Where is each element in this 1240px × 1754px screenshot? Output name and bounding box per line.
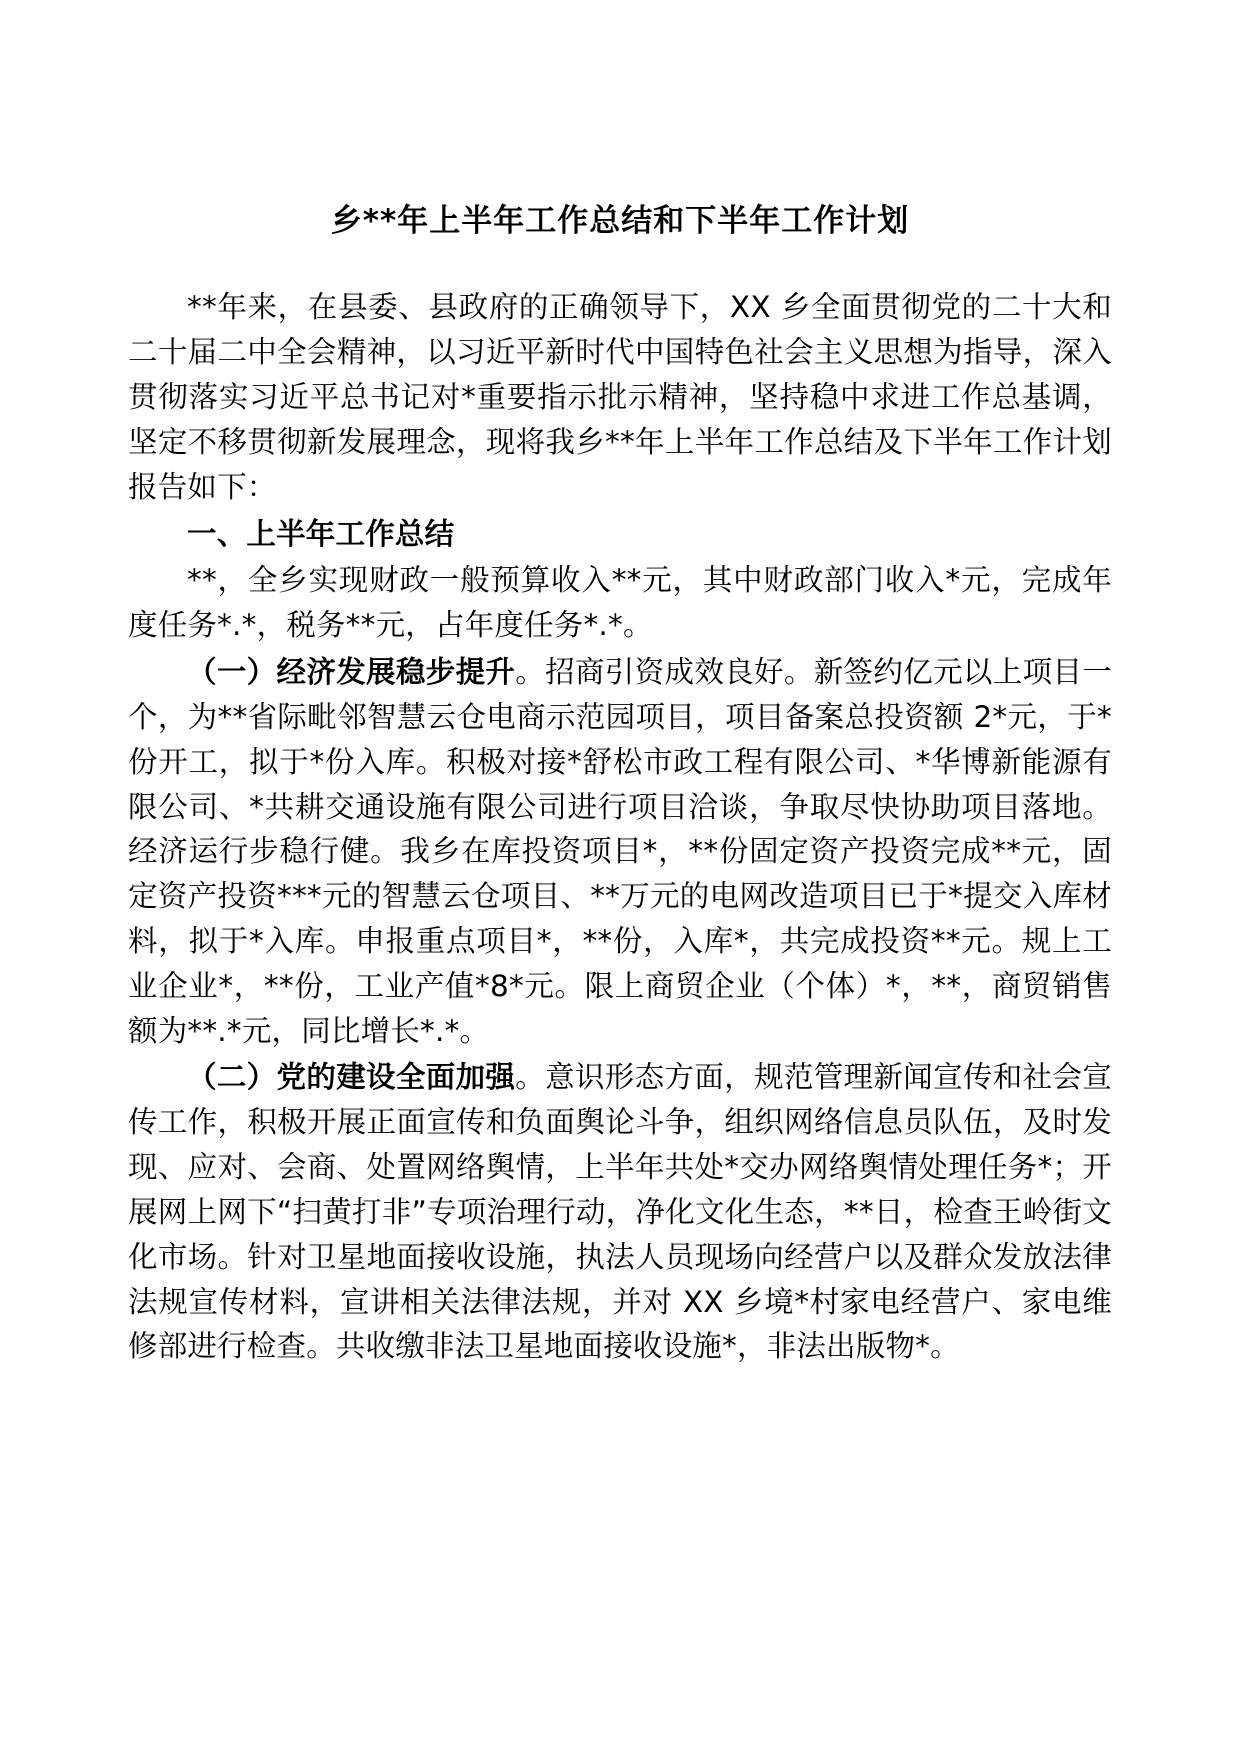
paragraph-intro: **年来，在县委、县政府的正确领导下，XX 乡全面贯彻党的二十大和二十届二中全会精神，以习近平新时代中国特色社会主义思想为指导，深入贯彻落实习近平总书记对*重要指示批示精神，坚持稳中求进工作总基调，坚定不移贯彻新发展理念，现将我乡**年上半年工作总结及下半年工作计划报告如下： xyxy=(128,290,1112,504)
paragraph-party-building-lead: （二）党的建设全面加强 xyxy=(187,1060,516,1095)
paragraph-finance: **，全乡实现财政一般预算收入**元，其中财政部门收入*元，完成年度任务*.*，税务**元，占年度任务*.*。 xyxy=(128,563,1112,643)
section-heading-one: 一、上半年工作总结 xyxy=(187,516,455,551)
paragraph-economy-lead: （一）经济发展稳步提升 xyxy=(187,655,516,690)
page-title: 乡**年上半年工作总结和下半年工作计划 xyxy=(330,203,910,239)
paragraph-economy xyxy=(128,650,1112,1053)
paragraph-party-building xyxy=(128,1055,1112,1369)
paragraph-party-building-body: 。意识形态方面，规范管理新闻宣传和社会宣传工作，积极开展正面宣传和负面舆论斗争，组织网络信息员队伍，及时发现、应对、会商、处置网络舆情，上半年共处*交办网络舆情处理任务*；开展网上网下“扫黄打非”专项治理行动，净化文化生态，**日，检查王岭街文化市场。针对卫星地面接收设施，执法人员现场向经营户以及群众发放法律法规宣传材料，宣讲相关法律法规，并对 XX 乡境*村家电经营户、家电维修部进行检查。共收缴非法卫星地面接收设施*，非法出版物*。 xyxy=(128,1060,1112,1364)
paragraph-economy-body: 。招商引资成效良好。新签约亿元以上项目一个，为**省际毗邻智慧云仓电商示范园项目，项目备案总投资额 2*元，于*份开工，拟于*份入库。积极对接*舒松市政工程有限公司、*华博新能源有限公司、*共耕交通设施有限公司进行项目洽谈，争取尽快协助项目落地。经济运行步稳行健。我乡在库投资项目*，**份固定资产投资完成**元，固定资产投资***元的智慧云仓项目、**万元的电网改造项目已于*提交入库材料，拟于*入库。申报重点项目*，**份，入库*，共完成投资**元。规上工业企业*，**份，工业产值*8*元。限上商贸企业（个体）*，**，商贸销售额为**.*元，同比增长*.*。 xyxy=(128,655,1112,1048)
